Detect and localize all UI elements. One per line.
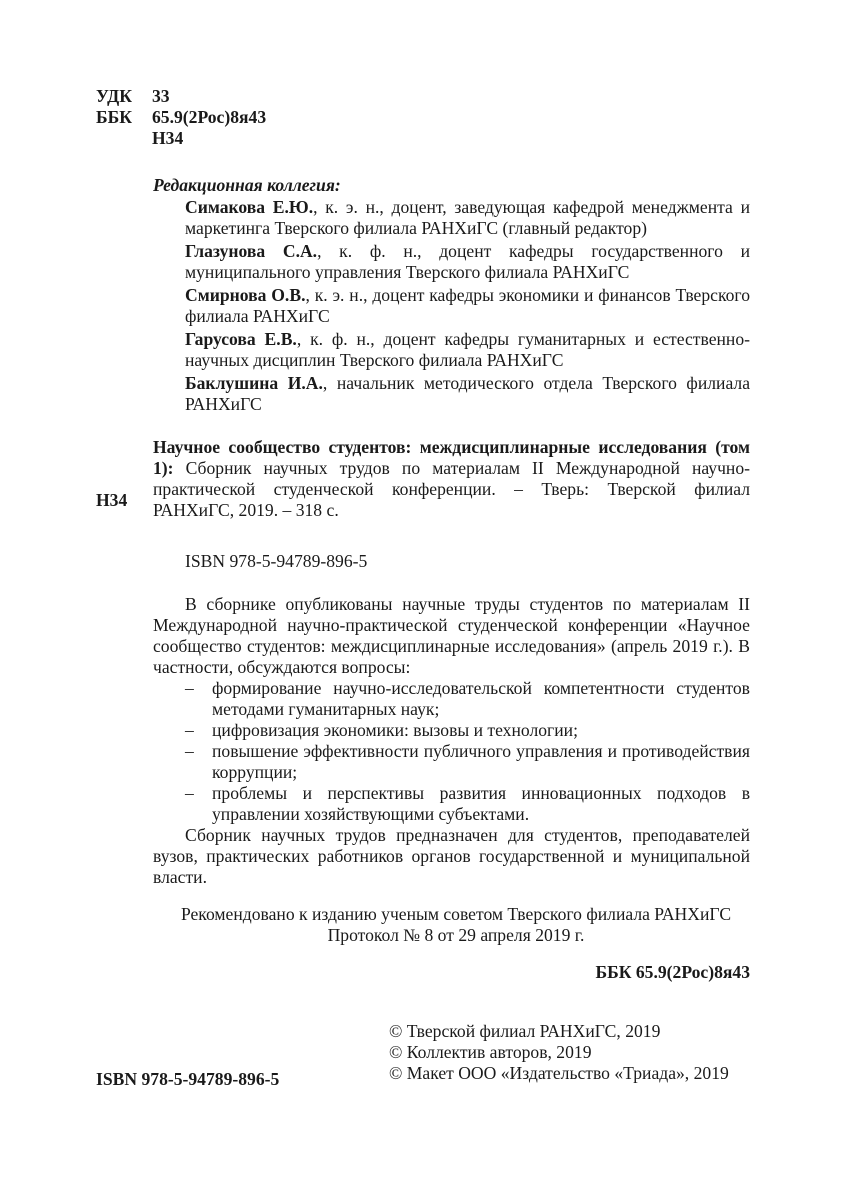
udk-value: 33 [152,86,170,106]
protocol-line: Протокол № 8 от 29 апреля 2019 г. [327,925,585,945]
recommendation-line: Рекомендовано к изданию ученым советом Тверского филиала РАНХиГС [180,904,732,924]
member-name: Гарусова Е.В. [185,329,297,349]
author-mark-row [96,128,266,149]
catalog-title: Научное сообщество студентов: междисциплинарные исследования (том 1): [153,437,750,478]
catalog-author-mark: Н34 [96,490,128,510]
member-name: Глазунова С.А. [185,241,318,261]
udk-row [96,86,266,107]
dash-bullet: – [185,783,194,803]
member-name: Симакова Е.Ю. [185,197,314,217]
list-item [153,720,750,741]
dash-bullet: – [185,720,194,740]
classification-codes [96,86,266,149]
recommendation [96,904,816,946]
annotation-intro: В сборнике опубликованы научные труды студентов по материалам II Международной научно-практической студенческой конференции «Научное сообщество студентов: междисциплинарные исследования» (апрель 2019 г.). В частности, обсуждаются вопросы: [153,594,750,677]
editorial-board-list [185,197,750,417]
board-member [185,197,750,239]
annotation [153,594,750,888]
member-description: , к. ф. н., доцент кафедры государственного и муниципального управления Тверского филиала РАНХиГС [185,241,750,282]
bbk-value: 65.9(2Рос)8я43 [152,107,267,127]
topic-text: формирование научно-исследовательской компетентности студентов методами гуманитарных наук; [212,678,750,719]
copyright-line: © Коллектив авторов, 2019 [389,1042,592,1062]
dash-bullet: – [185,741,194,761]
board-member [185,241,750,283]
bbk-row [96,107,266,128]
bbk-code-right: ББК 65.9(2Рос)8я43 [595,962,750,982]
list-item [153,741,750,783]
topics-list [153,678,750,825]
bbk-label: ББК [96,107,133,127]
list-item [153,678,750,720]
catalog-details: Сборник научных трудов по материалам II Международной научно-практической студенческой конференции. – Тверь: Тверской филиал РАНХиГС, 2019. – 318 с. [153,458,750,520]
udk-label: УДК [96,86,132,106]
board-member [185,285,750,327]
member-name: Баклушина И.А. [185,373,323,393]
copyright-line: © Макет ООО «Издательство «Триада», 2019 [389,1063,729,1083]
annotation-purpose: Сборник научных трудов предназначен для студентов, преподавателей вузов, практических работников органов государственной и муниципальной власти. [153,825,750,887]
topic-text: повышение эффективности публичного управления и противодействия коррупции; [212,741,750,782]
topic-text: цифровизация экономики: вызовы и технологии; [212,720,578,740]
member-description: , к. э. н., доцент кафедры экономики и финансов Тверского филиала РАНХиГС [185,285,750,326]
board-member [185,373,750,415]
author-mark: Н34 [152,128,184,148]
copyright-line: © Тверской филиал РАНХиГС, 2019 [389,1021,661,1041]
copyright-block [389,1021,729,1084]
board-member [185,329,750,371]
member-description: , к. ф. н., доцент кафедры гуманитарных и естественно-научных дисциплин Тверского филиала РАНХиГС [185,329,750,370]
member-description: , к. э. н., доцент, заведующая кафедрой менеджмента и маркетинга Тверского филиала РАНХиГС (главный редактор) [185,197,750,238]
isbn-bottom: ISBN 978-5-94789-896-5 [96,1069,280,1089]
catalog-entry [153,437,750,521]
member-description: , начальник методического отдела Тверского филиала РАНХиГС [185,373,751,414]
topic-text: проблемы и перспективы развития инновационных подходов в управлении хозяйствующими субъектами. [212,783,750,824]
catalog-isbn: ISBN 978-5-94789-896-5 [185,551,368,571]
list-item [153,783,750,825]
member-name: Смирнова О.В. [185,285,306,305]
editorial-board-title: Редакционная коллегия: [153,175,341,195]
dash-bullet: – [185,678,194,698]
